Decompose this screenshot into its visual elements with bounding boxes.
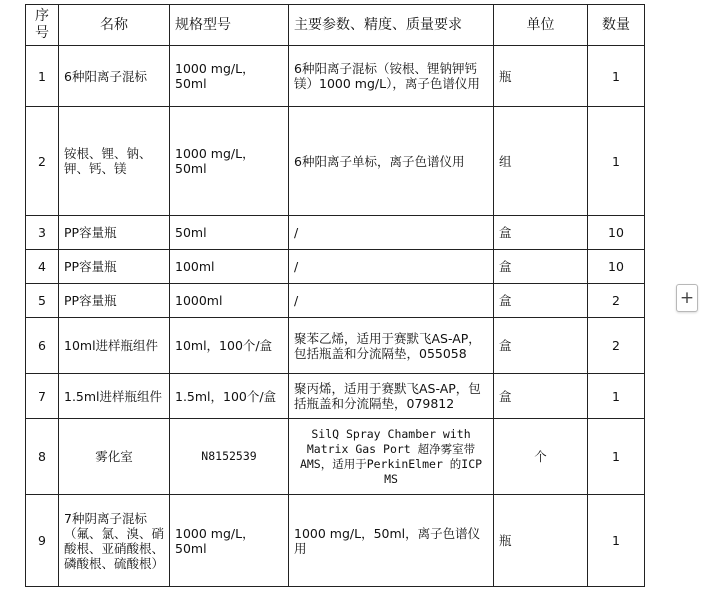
header-name: 名称 (59, 5, 170, 46)
header-params: 主要参数、精度、质量要求 (289, 5, 494, 46)
table-row (26, 250, 645, 284)
cell-spec: 1000 mg/L，50ml (170, 46, 289, 107)
cell-seq: 3 (26, 216, 59, 250)
header-seq: 序号 (26, 5, 59, 46)
cell-name: 1.5ml进样瓶组件 (59, 374, 170, 419)
cell-seq: 9 (26, 495, 59, 587)
cell-name: PP容量瓶 (59, 250, 170, 284)
header-unit: 单位 (494, 5, 588, 46)
cell-name: 铵根、锂、钠、钾、钙、镁 (59, 107, 170, 216)
table-row (26, 284, 645, 318)
cell-spec: 1000 mg/L，50ml (170, 107, 289, 216)
cell-seq: 5 (26, 284, 59, 318)
cell-seq: 4 (26, 250, 59, 284)
table-row (26, 374, 645, 419)
table-row (26, 318, 645, 374)
cell-params: 聚苯乙烯，适用于赛默飞AS-AP，包括瓶盖和分流隔垫，055058 (289, 318, 494, 374)
table-row (26, 419, 645, 495)
cell-unit: 盒 (494, 250, 588, 284)
cell-seq: 7 (26, 374, 59, 419)
cell-spec: 50ml (170, 216, 289, 250)
plus-icon: + (679, 288, 695, 308)
cell-seq: 6 (26, 318, 59, 374)
cell-seq: 2 (26, 107, 59, 216)
cell-unit: 个 (494, 419, 588, 495)
table-row (26, 495, 645, 587)
cell-params: 6种阳离子单标，离子色谱仪用 (289, 107, 494, 216)
cell-qty: 1 (588, 419, 645, 495)
cell-params: 聚丙烯，适用于赛默飞AS-AP，包括瓶盖和分流隔垫，079812 (289, 374, 494, 419)
cell-name: 7种阴离子混标（氟、氯、溴、硝酸根、亚硝酸根、磷酸根、硫酸根） (59, 495, 170, 587)
cell-unit: 组 (494, 107, 588, 216)
cell-unit: 盒 (494, 216, 588, 250)
cell-spec: 1.5ml，100个/盒 (170, 374, 289, 419)
add-button[interactable] (676, 284, 698, 312)
header-spec: 规格型号 (170, 5, 289, 46)
cell-params: / (289, 250, 494, 284)
cell-spec: 1000 mg/L，50ml (170, 495, 289, 587)
cell-params: SilQ Spray Chamber with Matrix Gas Port 超净雾室带AMS，适用于PerkinElmer 的ICP MS (289, 419, 494, 495)
table-row (26, 46, 645, 107)
cell-unit: 盒 (494, 374, 588, 419)
cell-spec: N8152539 (170, 419, 289, 495)
cell-qty: 1 (588, 107, 645, 216)
cell-qty: 10 (588, 250, 645, 284)
cell-qty: 2 (588, 284, 645, 318)
cell-name: 6种阳离子混标 (59, 46, 170, 107)
cell-name: PP容量瓶 (59, 284, 170, 318)
cell-unit: 盒 (494, 318, 588, 374)
table-row (26, 216, 645, 250)
cell-qty: 2 (588, 318, 645, 374)
cell-qty: 10 (588, 216, 645, 250)
cell-name: 10ml进样瓶组件 (59, 318, 170, 374)
cell-qty: 1 (588, 46, 645, 107)
procurement-table (25, 4, 645, 587)
cell-params: / (289, 216, 494, 250)
header-qty: 数量 (588, 5, 645, 46)
cell-spec: 100ml (170, 250, 289, 284)
cell-name: PP容量瓶 (59, 216, 170, 250)
cell-unit: 瓶 (494, 495, 588, 587)
cell-unit: 盒 (494, 284, 588, 318)
cell-seq: 1 (26, 46, 59, 107)
cell-params: 6种阳离子混标（铵根、锂钠钾钙镁）1000 mg/L），离子色谱仪用 (289, 46, 494, 107)
cell-unit: 瓶 (494, 46, 588, 107)
cell-spec: 10ml，100个/盒 (170, 318, 289, 374)
cell-spec: 1000ml (170, 284, 289, 318)
cell-qty: 1 (588, 495, 645, 587)
table-row (26, 107, 645, 216)
header-row (26, 5, 645, 46)
cell-name: 雾化室 (59, 419, 170, 495)
cell-params: / (289, 284, 494, 318)
cell-seq: 8 (26, 419, 59, 495)
cell-params: 1000 mg/L，50ml，离子色谱仪用 (289, 495, 494, 587)
cell-qty: 1 (588, 374, 645, 419)
